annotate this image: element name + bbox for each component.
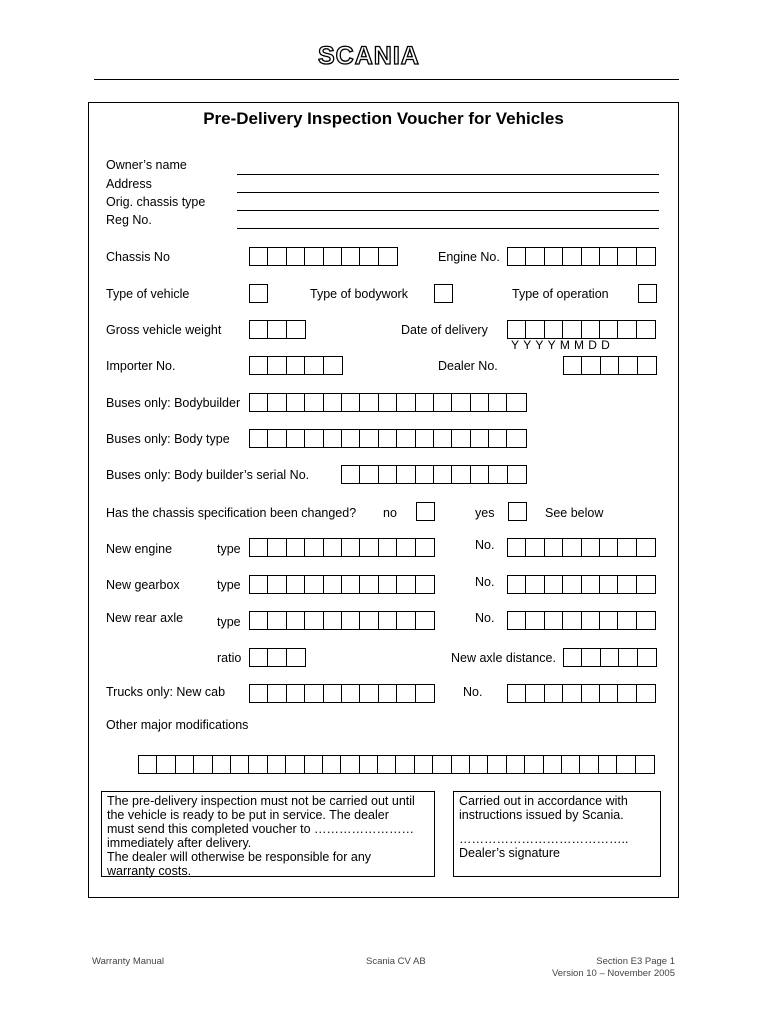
char-cell[interactable] bbox=[638, 649, 656, 666]
char-cell[interactable] bbox=[600, 539, 618, 556]
char-cell[interactable] bbox=[562, 756, 580, 773]
char-cell[interactable] bbox=[287, 685, 305, 702]
see-below-label: See below bbox=[545, 506, 604, 520]
trucks-new-cab-no-boxes[interactable] bbox=[507, 684, 656, 703]
char-cell[interactable] bbox=[360, 466, 378, 483]
notice-line: warranty costs. bbox=[107, 864, 192, 878]
type-of-operation-box[interactable] bbox=[638, 284, 657, 303]
char-cell[interactable] bbox=[618, 612, 636, 629]
voucher-frame bbox=[88, 102, 679, 898]
notice-line: The dealer will otherwise be responsible for any bbox=[107, 850, 372, 864]
char-cell[interactable] bbox=[342, 685, 360, 702]
char-cell[interactable] bbox=[619, 357, 637, 374]
char-cell[interactable] bbox=[617, 756, 635, 773]
char-cell[interactable] bbox=[470, 756, 488, 773]
char-cell[interactable] bbox=[582, 685, 600, 702]
char-cell[interactable] bbox=[360, 430, 378, 447]
char-cell[interactable] bbox=[250, 357, 268, 374]
type-of-bodywork-label: Type of bodywork bbox=[310, 287, 408, 301]
char-cell[interactable] bbox=[508, 248, 526, 265]
char-cell[interactable] bbox=[637, 685, 655, 702]
char-cell[interactable] bbox=[250, 685, 268, 702]
char-cell[interactable] bbox=[250, 576, 268, 593]
dealer-signature-label: Dealer’s signature bbox=[459, 846, 560, 860]
char-cell[interactable] bbox=[507, 756, 525, 773]
new-gearbox-no-label: No. bbox=[475, 575, 495, 589]
char-cell[interactable] bbox=[563, 539, 581, 556]
char-cell[interactable] bbox=[342, 430, 360, 447]
page-title: Pre-Delivery Inspection Voucher for Vehicles bbox=[203, 109, 564, 128]
char-cell[interactable] bbox=[434, 430, 452, 447]
char-cell[interactable] bbox=[526, 576, 544, 593]
new-rear-axle-no-label: No. bbox=[475, 611, 495, 625]
char-cell[interactable] bbox=[601, 649, 619, 666]
char-cell[interactable] bbox=[416, 394, 434, 411]
char-cell[interactable] bbox=[194, 756, 212, 773]
char-cell[interactable] bbox=[619, 649, 637, 666]
no-label: no bbox=[383, 506, 397, 520]
char-cell[interactable] bbox=[379, 430, 397, 447]
footer-section-page: Section E3 Page 1 bbox=[596, 956, 675, 967]
buses-serial-label: Buses only: Body builder’s serial No. bbox=[106, 468, 310, 482]
char-cell[interactable] bbox=[582, 357, 600, 374]
char-cell[interactable] bbox=[268, 394, 286, 411]
owners-name-label: Owner’s name bbox=[106, 158, 187, 172]
char-cell[interactable] bbox=[526, 685, 544, 702]
char-cell[interactable] bbox=[563, 612, 581, 629]
char-cell[interactable] bbox=[582, 539, 600, 556]
new-engine-type-boxes[interactable] bbox=[249, 538, 435, 557]
char-cell[interactable] bbox=[378, 756, 396, 773]
char-cell[interactable] bbox=[489, 466, 507, 483]
char-cell[interactable] bbox=[250, 248, 268, 265]
char-cell[interactable] bbox=[305, 685, 323, 702]
char-cell[interactable] bbox=[600, 248, 618, 265]
new-engine-label: New engine bbox=[106, 542, 173, 556]
engine-no-boxes[interactable] bbox=[507, 247, 656, 266]
char-cell[interactable] bbox=[396, 756, 414, 773]
gross-vehicle-weight-label: Gross vehicle weight bbox=[106, 323, 222, 337]
char-cell[interactable] bbox=[287, 539, 305, 556]
char-cell[interactable] bbox=[526, 539, 544, 556]
signature-line: ………………………………….. bbox=[459, 832, 629, 846]
delivery-notice bbox=[101, 791, 435, 877]
char-cell[interactable] bbox=[287, 394, 305, 411]
header-rule bbox=[94, 79, 679, 80]
dealer-no-boxes[interactable] bbox=[563, 356, 657, 375]
char-cell[interactable] bbox=[416, 430, 434, 447]
char-cell[interactable] bbox=[360, 394, 378, 411]
buses-bodybuilder-label: Buses only: Bodybuilder bbox=[106, 396, 241, 410]
char-cell[interactable] bbox=[397, 539, 415, 556]
char-cell[interactable] bbox=[324, 248, 342, 265]
char-cell[interactable] bbox=[618, 576, 636, 593]
char-cell[interactable] bbox=[545, 612, 563, 629]
owners-name-field[interactable] bbox=[237, 174, 659, 175]
char-cell[interactable] bbox=[250, 394, 268, 411]
reg-no-field[interactable] bbox=[237, 228, 659, 229]
date-format-hint: YYYYMMDD bbox=[511, 338, 614, 352]
char-cell[interactable] bbox=[416, 612, 434, 629]
char-cell[interactable] bbox=[416, 466, 434, 483]
char-cell[interactable] bbox=[268, 576, 286, 593]
char-cell[interactable] bbox=[324, 394, 342, 411]
char-cell[interactable] bbox=[268, 248, 286, 265]
char-cell[interactable] bbox=[471, 430, 489, 447]
char-cell[interactable] bbox=[600, 321, 618, 338]
char-cell[interactable] bbox=[324, 612, 342, 629]
new-rear-axle-no-boxes[interactable] bbox=[507, 611, 656, 630]
char-cell[interactable] bbox=[582, 576, 600, 593]
type-of-operation-label: Type of operation bbox=[512, 287, 609, 301]
orig-chassis-type-field[interactable] bbox=[237, 210, 659, 211]
char-cell[interactable] bbox=[416, 539, 434, 556]
yes-checkbox[interactable] bbox=[508, 502, 527, 521]
char-cell[interactable] bbox=[360, 685, 378, 702]
char-cell[interactable] bbox=[379, 576, 397, 593]
importer-no-boxes[interactable] bbox=[249, 356, 343, 375]
char-cell[interactable] bbox=[305, 539, 323, 556]
reg-no-label: Reg No. bbox=[106, 213, 152, 227]
char-cell[interactable] bbox=[637, 321, 655, 338]
char-cell[interactable] bbox=[433, 756, 451, 773]
buses-bodybuilder-boxes[interactable] bbox=[249, 393, 527, 412]
char-cell[interactable] bbox=[637, 248, 655, 265]
char-cell[interactable] bbox=[452, 466, 470, 483]
char-cell[interactable] bbox=[287, 612, 305, 629]
buses-body-type-label: Buses only: Body type bbox=[106, 432, 230, 446]
char-cell[interactable] bbox=[287, 649, 305, 666]
char-cell[interactable] bbox=[268, 357, 286, 374]
char-cell[interactable] bbox=[231, 756, 249, 773]
gross-vehicle-weight-boxes[interactable] bbox=[249, 320, 306, 339]
char-cell[interactable] bbox=[342, 466, 360, 483]
char-cell[interactable] bbox=[250, 649, 268, 666]
char-cell[interactable] bbox=[324, 357, 342, 374]
char-cell[interactable] bbox=[489, 394, 507, 411]
char-cell[interactable] bbox=[582, 321, 600, 338]
trucks-new-cab-no-label: No. bbox=[463, 685, 483, 699]
ratio-label: ratio bbox=[217, 651, 242, 665]
char-cell[interactable] bbox=[342, 612, 360, 629]
char-cell[interactable] bbox=[637, 539, 655, 556]
char-cell[interactable] bbox=[471, 466, 489, 483]
date-of-delivery-boxes[interactable] bbox=[507, 320, 656, 339]
char-cell[interactable] bbox=[563, 321, 581, 338]
char-cell[interactable] bbox=[508, 466, 526, 483]
char-cell[interactable] bbox=[268, 685, 286, 702]
char-cell[interactable] bbox=[638, 357, 656, 374]
char-cell[interactable] bbox=[397, 612, 415, 629]
new-gearbox-no-boxes[interactable] bbox=[507, 575, 656, 594]
char-cell[interactable] bbox=[157, 756, 175, 773]
char-cell[interactable] bbox=[637, 612, 655, 629]
yes-label: yes bbox=[475, 506, 495, 520]
char-cell[interactable] bbox=[545, 248, 563, 265]
char-cell[interactable] bbox=[563, 248, 581, 265]
char-cell[interactable] bbox=[563, 685, 581, 702]
char-cell[interactable] bbox=[600, 685, 618, 702]
char-cell[interactable] bbox=[397, 466, 415, 483]
char-cell[interactable] bbox=[342, 248, 360, 265]
importer-no-label: Importer No. bbox=[106, 359, 176, 373]
char-cell[interactable] bbox=[599, 756, 617, 773]
footer-center: Scania CV AB bbox=[366, 956, 426, 967]
char-cell[interactable] bbox=[545, 576, 563, 593]
other-mods-label: Other major modifications bbox=[106, 718, 249, 732]
char-cell[interactable] bbox=[268, 612, 286, 629]
new-gearbox-type-label: type bbox=[217, 578, 241, 592]
char-cell[interactable] bbox=[250, 321, 268, 338]
notice-line: the vehicle is ready to be put in service. The dealer bbox=[107, 808, 389, 822]
char-cell[interactable] bbox=[416, 685, 434, 702]
trucks-new-cab-label: Trucks only: New cab bbox=[106, 685, 226, 699]
char-cell[interactable] bbox=[268, 321, 286, 338]
char-cell[interactable] bbox=[287, 430, 305, 447]
new-gearbox-label: New gearbox bbox=[106, 578, 180, 592]
spec-changed-label: Has the chassis specification been changed? bbox=[106, 506, 357, 520]
char-cell[interactable] bbox=[636, 756, 654, 773]
char-cell[interactable] bbox=[601, 357, 619, 374]
char-cell[interactable] bbox=[268, 649, 286, 666]
char-cell[interactable] bbox=[305, 756, 323, 773]
char-cell[interactable] bbox=[286, 756, 304, 773]
type-of-bodywork-box[interactable] bbox=[434, 284, 453, 303]
char-cell[interactable] bbox=[618, 539, 636, 556]
footer-version: Version 10 – November 2005 bbox=[551, 968, 675, 979]
char-cell[interactable] bbox=[176, 756, 194, 773]
char-cell[interactable] bbox=[324, 430, 342, 447]
char-cell[interactable] bbox=[342, 394, 360, 411]
char-cell[interactable] bbox=[268, 539, 286, 556]
char-cell[interactable] bbox=[416, 576, 434, 593]
address-label: Address bbox=[106, 177, 152, 191]
new-rear-axle-label: New rear axle bbox=[106, 611, 184, 625]
char-cell[interactable] bbox=[471, 394, 489, 411]
char-cell[interactable] bbox=[545, 685, 563, 702]
char-cell[interactable] bbox=[488, 756, 506, 773]
date-of-delivery-label: Date of delivery bbox=[401, 323, 488, 337]
char-cell[interactable] bbox=[545, 321, 563, 338]
char-cell[interactable] bbox=[507, 430, 525, 447]
trucks-new-cab-boxes[interactable] bbox=[249, 684, 435, 703]
char-cell[interactable] bbox=[287, 248, 305, 265]
char-cell[interactable] bbox=[360, 612, 378, 629]
new-axle-distance-label: New axle distance. bbox=[451, 651, 556, 665]
char-cell[interactable] bbox=[305, 612, 323, 629]
char-cell[interactable] bbox=[452, 756, 470, 773]
engine-no-label: Engine No. bbox=[438, 250, 500, 264]
char-cell[interactable] bbox=[268, 430, 286, 447]
new-engine-no-boxes[interactable] bbox=[507, 538, 656, 557]
char-cell[interactable] bbox=[434, 394, 452, 411]
char-cell[interactable] bbox=[249, 756, 267, 773]
chassis-no-boxes[interactable] bbox=[249, 247, 398, 266]
buses-serial-boxes[interactable] bbox=[341, 465, 527, 484]
char-cell[interactable] bbox=[434, 466, 452, 483]
other-mods-boxes[interactable] bbox=[138, 755, 655, 774]
char-cell[interactable] bbox=[526, 612, 544, 629]
char-cell[interactable] bbox=[379, 394, 397, 411]
char-cell[interactable] bbox=[544, 756, 562, 773]
char-cell[interactable] bbox=[324, 539, 342, 556]
char-cell[interactable] bbox=[287, 357, 305, 374]
char-cell[interactable] bbox=[250, 539, 268, 556]
char-cell[interactable] bbox=[508, 321, 526, 338]
orig-chassis-type-label: Orig. chassis type bbox=[106, 195, 206, 209]
char-cell[interactable] bbox=[324, 685, 342, 702]
char-cell[interactable] bbox=[526, 321, 544, 338]
signature-text-line: instructions issued by Scania. bbox=[459, 808, 624, 822]
char-cell[interactable] bbox=[508, 685, 526, 702]
scania-logo: SCANIA bbox=[318, 42, 420, 70]
char-cell[interactable] bbox=[564, 357, 582, 374]
char-cell[interactable] bbox=[618, 685, 636, 702]
char-cell[interactable] bbox=[305, 576, 323, 593]
new-gearbox-type-boxes[interactable] bbox=[249, 575, 435, 594]
char-cell[interactable] bbox=[452, 430, 470, 447]
char-cell[interactable] bbox=[250, 430, 268, 447]
new-axle-distance-boxes[interactable] bbox=[563, 648, 657, 667]
footer-left: Warranty Manual bbox=[92, 956, 164, 967]
char-cell[interactable] bbox=[360, 539, 378, 556]
char-cell[interactable] bbox=[379, 612, 397, 629]
signature-spacer bbox=[459, 822, 655, 832]
char-cell[interactable] bbox=[323, 756, 341, 773]
buses-body-type-boxes[interactable] bbox=[249, 429, 527, 448]
char-cell[interactable] bbox=[397, 430, 415, 447]
new-rear-axle-type-label: type bbox=[217, 615, 241, 629]
char-cell[interactable] bbox=[342, 539, 360, 556]
char-cell[interactable] bbox=[379, 685, 397, 702]
char-cell[interactable] bbox=[564, 649, 582, 666]
char-cell[interactable] bbox=[305, 248, 323, 265]
char-cell[interactable] bbox=[397, 394, 415, 411]
char-cell[interactable] bbox=[342, 576, 360, 593]
char-cell[interactable] bbox=[397, 685, 415, 702]
char-cell[interactable] bbox=[379, 466, 397, 483]
char-cell[interactable] bbox=[324, 576, 342, 593]
signature-text-line: Carried out in accordance with bbox=[459, 794, 628, 808]
char-cell[interactable] bbox=[600, 612, 618, 629]
dealer-no-label: Dealer No. bbox=[438, 359, 498, 373]
chassis-no-label: Chassis No bbox=[106, 250, 170, 264]
char-cell[interactable] bbox=[268, 756, 286, 773]
char-cell[interactable] bbox=[508, 539, 526, 556]
char-cell[interactable] bbox=[526, 248, 544, 265]
new-engine-type-label: type bbox=[217, 542, 241, 556]
type-of-vehicle-box[interactable] bbox=[249, 284, 268, 303]
char-cell[interactable] bbox=[287, 321, 305, 338]
char-cell[interactable] bbox=[213, 756, 231, 773]
new-engine-no-label: No. bbox=[475, 538, 495, 552]
char-cell[interactable] bbox=[508, 576, 526, 593]
address-field[interactable] bbox=[237, 192, 659, 193]
char-cell[interactable] bbox=[637, 576, 655, 593]
char-cell[interactable] bbox=[582, 649, 600, 666]
char-cell[interactable] bbox=[525, 756, 543, 773]
char-cell[interactable] bbox=[582, 612, 600, 629]
notice-line: immediately after delivery. bbox=[107, 836, 252, 850]
type-of-vehicle-label: Type of vehicle bbox=[106, 287, 190, 301]
char-cell[interactable] bbox=[360, 248, 378, 265]
char-cell[interactable] bbox=[600, 576, 618, 593]
char-cell[interactable] bbox=[379, 539, 397, 556]
char-cell[interactable] bbox=[305, 430, 323, 447]
char-cell[interactable] bbox=[545, 539, 563, 556]
char-cell[interactable] bbox=[360, 756, 378, 773]
char-cell[interactable] bbox=[618, 321, 636, 338]
char-cell[interactable] bbox=[582, 248, 600, 265]
char-cell[interactable] bbox=[305, 394, 323, 411]
notice-line: The pre-delivery inspection must not be carried out until bbox=[107, 794, 415, 808]
char-cell[interactable] bbox=[415, 756, 433, 773]
dealer-signature-box[interactable] bbox=[453, 791, 661, 877]
ratio-boxes[interactable] bbox=[249, 648, 306, 667]
char-cell[interactable] bbox=[341, 756, 359, 773]
char-cell[interactable] bbox=[379, 248, 397, 265]
char-cell[interactable] bbox=[397, 576, 415, 593]
char-cell[interactable] bbox=[618, 248, 636, 265]
char-cell[interactable] bbox=[580, 756, 598, 773]
char-cell[interactable] bbox=[250, 612, 268, 629]
char-cell[interactable] bbox=[139, 756, 157, 773]
notice-line: must send this completed voucher to …………………… bbox=[107, 822, 415, 836]
char-cell[interactable] bbox=[287, 576, 305, 593]
char-cell[interactable] bbox=[508, 612, 526, 629]
no-checkbox[interactable] bbox=[416, 502, 435, 521]
char-cell[interactable] bbox=[360, 576, 378, 593]
char-cell[interactable] bbox=[489, 430, 507, 447]
char-cell[interactable] bbox=[305, 357, 323, 374]
char-cell[interactable] bbox=[452, 394, 470, 411]
char-cell[interactable] bbox=[563, 576, 581, 593]
char-cell[interactable] bbox=[507, 394, 525, 411]
new-rear-axle-type-boxes[interactable] bbox=[249, 611, 435, 630]
